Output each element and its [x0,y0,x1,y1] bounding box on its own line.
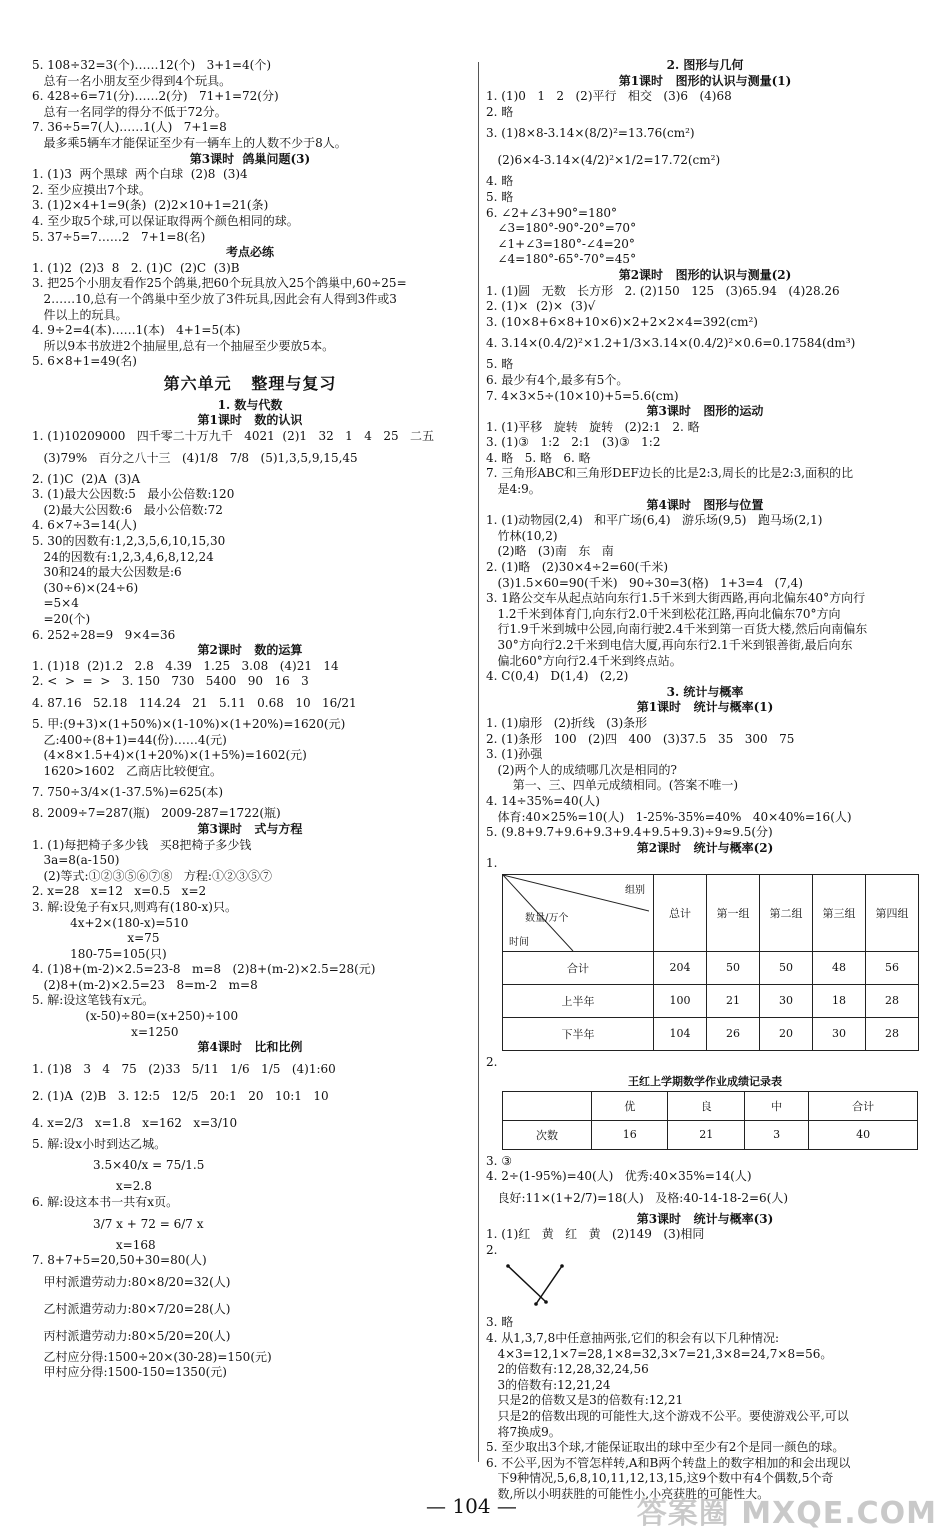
answer-line: 2. (1)× (2)× (3)√ [486,299,596,314]
answer-line: 5. 37÷5=7……2 7+1=8(名) [32,229,206,244]
section-heading: 考点必练 [225,245,274,260]
answer-line: 3/7 x + 72 = 6/7 x [32,1216,204,1231]
answer-line: 将7换成9。 [486,1424,561,1439]
answer-line: 6. 最少有4个,最多有5个。 [486,372,629,387]
right-top-block [486,58,924,856]
table-cell: 16 [592,1120,668,1149]
answer-line: 良好:11×(1+2/7)=18(人) 及格:40-14-18-2=6(人) [486,1190,789,1205]
page-number: — 104 — [426,1494,517,1518]
section-heading: 第1课时 统计与概率(1) [636,700,774,715]
answer-line: 1. (1)圆 无数 长方形 2. (2)150 125 (3)65.94 (4)28.26 [486,283,840,298]
col-header [503,1091,592,1120]
table-cell: 56 [866,951,919,984]
production-table [502,874,919,1051]
col-header: 第三组 [813,874,866,951]
answer-line: 7. 4×3×5÷(10×10)+5=5.6(cm) [486,388,679,403]
answer-line: (x-50)÷80=(x+250)÷100 [32,1009,239,1024]
answer-line: 是4:9。 [486,482,541,497]
right-tail-block [486,1315,924,1502]
right-column [486,58,924,1503]
section-heading: 第4课时 比和比例 [197,1040,303,1055]
section-heading: 第2课时 数的运算 [197,643,303,658]
answer-line: 1. (1)动物园(2,4) 和平广场(6,4) 游乐场(9,5) 跑马场(2,1) [486,513,823,528]
answer-line: 5. 解:设这笔钱有x元。 [32,993,155,1008]
answer-line: 30°方向行2.2千米到电信大厦,再向东行2.1千米到银善街,最后向东 [486,638,853,652]
col-header: 总计 [654,874,707,951]
answer-line: 1. (1)每把椅子多少钱 买8把椅子多少钱 [32,837,252,852]
answer-line: 1620>1602 乙商店比较便宜。 [32,763,223,778]
answer-line: 体育:40×25%=10(人) 1-25%-35%=40% 40×40%=16(人) [486,809,852,824]
table-cell: 20 [760,1017,813,1050]
answer-line: 总有一名同学的得分不低于72分。 [32,104,227,119]
answer-line: 2. (1)略 (2)30×4÷2=60(千米) [486,560,669,575]
answer-line: x=75 [32,931,160,946]
answer-line: 数,所以小明获胜的可能性小,小亮获胜的可能性大。 [486,1487,770,1501]
answer-line: 4. 略 [486,174,514,189]
answer-line: 偏北60°方向行2.4千米到终点站。 [486,653,682,668]
answer-line: 1. (1)扇形 (2)折线 (3)条形 [486,715,648,730]
answer-line: 4. x=2/3 x=1.8 x=162 x=3/10 [32,1115,238,1130]
section-heading: 第4课时 图形与位置 [646,497,764,512]
section-heading: 第1课时 数的认识 [197,413,303,428]
table-cell: 3 [744,1120,808,1149]
answer-line: 2. 至少应摸出7个球。 [32,182,151,197]
answer-line: 30和24的最大公因数是:6 [32,565,182,580]
answer-line: =20(个) [32,612,91,626]
answer-line: 3. (1)2×4+1=9(条) (2)2×10+1=21(条) [32,198,269,213]
answer-line: (2)略 (3)南 东 南 [486,544,614,559]
answer-line: ∠1+∠3=180°-∠4=20° [486,236,635,251]
answer-line: 2. < > = > 3. 150 730 5400 90 16 3 [32,674,309,689]
answer-line: 7. 750÷3/4×(1-37.5%)=625(本) [32,785,224,800]
left-column [32,58,468,1381]
answer-line: 24的因数有:1,2,3,4,6,8,12,24 [32,549,214,564]
table-row [503,951,919,984]
answer-line: 1. (1)10209000 四千零二十万九千 4021 (2)1 32 1 4 25 二五 [32,429,435,444]
table-cell: 28 [866,984,919,1017]
answer-line: 4. 至少取5个球,可以保证取得两个颜色相同的球。 [32,213,299,228]
answer-line: 2. 略 [486,104,514,119]
answer-line: 7. 三角形ABC和三角形DEF边长的比是2:3,周长的比是2:3,面积的比 [486,466,854,481]
answer-line: 乙村应分得:1500÷20×(30-28)=150(元) [32,1349,272,1364]
answer-line: ∠3=180°-90°-20°=70° [486,221,637,236]
answer-line: 下9种情况,5,6,8,10,11,12,13,15,这9个数中有4个偶数,5个奇 [486,1471,834,1486]
table-cell: 50 [760,951,813,984]
answer-line: 4. 略 5. 略 6. 略 [486,450,591,465]
answer-line: 只是2的倍数又是3的倍数有:12,21 [486,1393,684,1408]
answer-line: 3的倍数有:12,21,24 [486,1377,611,1392]
answer-line: 3. (1)③ 1:2 2:1 (3)③ 1:2 [486,435,661,450]
answer-line: 6. 不公平,因为不管怎样转,A和B两个转盘上的数字相加的和会出现以 [486,1455,851,1470]
answer-line: 甲村派遣劳动力:80×8/20=32(人) [32,1274,231,1289]
answer-line: 6. ∠2+∠3+90°=180° [486,205,617,220]
answer-line: 5. 108÷32=3(个)……12(个) 3+1=4(个) [32,58,271,72]
answer-line: 5. 30的因数有:1,2,3,5,6,10,15,30 [32,534,226,549]
col-header: 第一组 [707,874,760,951]
answer-line: 4. 87.16 52.18 114.24 21 5.11 0.68 10 16/21 [32,695,357,710]
answer-line: 7. 8+7+5=20,50+30=80(人) [32,1253,207,1268]
answer-line: =5×4 [32,596,79,611]
answer-line: 2. (1)A (2)B 3. 12:5 12/5 20:1 20 10:1 10 [32,1088,329,1103]
row-label: 上半年 [503,984,654,1017]
answer-line: 乙村派遣劳动力:80×7/20=28(人) [32,1301,231,1316]
answer-line: 1. (1)0 1 2 (2)平行 相交 (3)6 (4)68 [486,89,732,104]
answer-line: 所以9本书放进2个抽屉里,总有一个抽屉至少要放5本。 [32,338,335,353]
answer-line: 7. 36÷5=7(人)……1(人) 7+1=8 [32,120,227,135]
section-heading: 第1课时 图形的认识与测量(1) [618,73,792,88]
answer-line: 5. 略 [486,357,514,372]
answer-line: (30÷6)×(24÷6) [32,580,139,595]
section-heading: 第3课时 统计与概率(3) [636,1211,774,1226]
answer-line: 3a=8(a-150) [32,853,120,868]
row-label: 下半年 [503,1017,654,1050]
table-cell: 26 [707,1017,760,1050]
answer-line: 第一、三、四单元成绩相同。(答案不唯一) [486,778,739,793]
table-caption: 王红上学期数学作业成绩记录表 [628,1074,782,1088]
table-production [486,856,924,1051]
answer-line: 4. 从1,3,7,8中任意抽两张,它们的积会有以下几种情况: [486,1331,780,1346]
section-heading: 第六单元 整理与复习 [163,373,337,393]
table-cell: 48 [813,951,866,984]
table-cell: 30 [760,984,813,1017]
section-heading: 2. 图形与几何 [666,58,744,72]
column-divider [478,62,479,1462]
answer-line: 4. 6×7÷3=14(人) [32,518,137,533]
answer-line: 3. 把25个小朋友看作25个鸽巢,把60个玩具放入25个鸽巢中,60÷25= [32,276,407,291]
answer-line: 1.2千米到体育门,向东行2.0千米到松花江路,再向北偏东70°方向 [486,606,841,621]
table-row [503,1017,919,1050]
answer-line: 4. 9÷2=4(本)……1(本) 4+1=5(本) [32,323,241,338]
col-header: 合计 [809,1091,918,1120]
table-cell: 30 [813,1017,866,1050]
corner-mid-label: 数量/万个 [525,912,569,924]
answer-line: 1. (1)18 (2)1.2 2.8 4.39 1.25 3.08 (4)21 14 [32,658,339,673]
section-heading: 1. 数与代数 [217,397,283,412]
table-cell: 28 [866,1017,919,1050]
answer-line: 3. (1)8×8-3.14×(8/2)²=13.76(cm²) [486,126,695,141]
answer-line: 甲村应分得:1500-150=1350(元) [32,1365,227,1380]
table-cell: 21 [707,984,760,1017]
answer-line: 总有一名小朋友至少得到4个玩具。 [32,73,232,88]
answer-line: 2. (1)C (2)A (3)A [32,471,141,486]
answer-line: 8. 2009÷7=287(瓶) 2009-287=1722(瓶) [32,806,281,821]
watermark-logo: 答案圈 MXQE.COM [636,1496,937,1531]
answer-line: (4×8×1.5+4)×(1+20%)×(1+5%)=1602(元) [32,748,307,763]
answer-line: 5. 6×8+1=49(名) [32,354,137,369]
section-heading: 3. 统计与概率 [666,684,744,699]
table-cell: 100 [654,984,707,1017]
table-grades [486,1055,924,1150]
answer-line: 6. 428÷6=71(分)……2(分) 71+1=72(分) [32,89,279,104]
answer-line: 4. 3.14×(0.4/2)²×1.2+1/3×3.14×(0.4/2)²×0.6=0.17584(dm³) [486,336,856,351]
answer-line: 2. (1)条形 100 (2)四 400 (3)37.5 35 300 75 [486,731,795,746]
answer-line: x=2.8 [32,1179,152,1194]
answer-line: 3. (10×8+6×8+10×6)×2+2×2×4=392(cm²) [486,314,758,329]
answer-line: 3. (1)孙强 [486,747,543,762]
row-label: 次数 [503,1120,592,1149]
table-cell: 18 [813,984,866,1017]
col-header: 中 [744,1091,808,1120]
answer-line: 5. (9.8+9.7+9.6+9.3+9.4+9.5+9.3)÷9≈9.5(分) [486,825,773,840]
answer-line: ∠4=180°-65°-70°=45° [486,252,637,267]
section-heading: 第3课时 鸽巢问题(3) [189,151,311,166]
answer-line: (2)等式:①②③⑤⑥⑦⑧ 方程:①②③⑤⑦ [32,868,272,883]
answer-line: 5. 至少取出3个球,才能保证取出的球中至少有2个是同一颜色的球。 [486,1440,845,1455]
section-heading: 第3课时 图形的运动 [646,404,764,419]
answer-line: (3)79% 百分之八十三 (4)1/8 7/8 (5)1,3,5,9,15,45 [32,450,358,465]
question-number: 1. [486,856,498,871]
answer-line: 2的倍数有:12,28,32,24,56 [486,1362,649,1377]
col-header: 第四组 [866,874,919,951]
table-row [503,984,919,1017]
question-number: 2. [486,1054,498,1069]
table-cell: 21 [668,1120,744,1149]
answer-line: 件以上的玩具。 [32,307,128,322]
answer-line: 3. 略 [486,1315,514,1330]
corner-cell [503,874,654,951]
answer-line: 3. 解:设兔子有x只,则鸡有(180-x)只。 [32,899,237,914]
answer-line: 2. x=28 x=12 x=0.5 x=2 [32,884,207,899]
col-header: 第二组 [760,874,813,951]
table-cell: 204 [654,951,707,984]
answer-line: 2. [486,1242,498,1257]
section-heading: 第3课时 式与方程 [197,821,303,836]
answer-line: (2)8+(m-2)×2.5=23 8=m-2 m=8 [32,977,258,992]
answer-line: 4. 2÷(1-95%)=40(人) 优秀:40×35%=14(人) [486,1169,752,1184]
answer-line: 4. C(0,4) D(1,4) (2,2) [486,669,629,684]
answer-line: 6. 解:设这本书一共有x页。 [32,1195,179,1210]
corner-bottom-label: 时间 [509,936,529,948]
answer-line: 4×3=12,1×7=28,1×8=32,3×7=21,3×8=24,7×8=56。 [486,1346,833,1361]
answer-line: 最多乘5辆车才能保证至少有一辆车上的人数不少于8人。 [32,135,347,150]
corner-top-label: 组别 [625,884,645,896]
answer-line: 1. (1)平移 旋转 旋转 (2)2:1 2. 略 [486,419,700,434]
col-header: 优 [592,1091,668,1120]
answer-line: 乙:400÷(8+1)=44(份)……4(元) [32,732,227,747]
answer-line: 丙村派遣劳动力:80×5/20=20(人) [32,1328,231,1343]
answer-line: 1. (1)红 黄 红 黄 (2)149 (3)相同 [486,1227,705,1242]
col-header: 良 [668,1091,744,1120]
table-cell: 40 [809,1120,918,1149]
matching-lines-figure [502,1262,592,1308]
section-heading: 第2课时 图形的认识与测量(2) [618,267,792,282]
answer-line: 5. 略 [486,189,514,204]
answer-line: 6. 252÷28=9 9×4=36 [32,627,176,642]
table-cell: 50 [707,951,760,984]
answer-line: (2)最大公因数:6 最小公倍数:72 [32,502,223,517]
answer-line: 1. (1)3 两个黑球 两个白球 (2)8 (3)4 [32,167,248,182]
answer-line: (2)两个人的成绩哪几次是相同的? [486,762,677,777]
answer-line: 4. (1)8+(m-2)×2.5=23-8 m=8 (2)8+(m-2)×2.5=28(元) [32,962,376,977]
answer-line: 1. (1)2 (2)3 8 2. (1)C (2)C (3)B [32,260,240,275]
grades-table [502,1091,918,1150]
section-heading: 第2课时 统计与概率(2) [636,840,774,855]
table-cell: 104 [654,1017,707,1050]
answer-line: 只是2的倍数出现的可能性大,这个游戏不公平。要使游戏公平,可以 [486,1409,849,1424]
answer-line: x=1250 [32,1024,179,1039]
answer-line: 2……10,总有一个鸽巢中至少放了3件玩具,因此会有人得到3件或3 [32,291,397,306]
answer-line: x=168 [32,1237,156,1252]
row-label: 合计 [503,951,654,984]
answer-line: 4. 14÷35%=40(人) [486,793,600,808]
right-bottom-block [486,1154,924,1259]
answer-line: (3)1.5×60=90(千米) 90÷30=3(格) 1+3=4 (7,4) [486,575,803,590]
answer-line: 竹林(10,2) [486,528,558,543]
answer-line: 180-75=105(只) [32,946,167,961]
answer-line: 3. (1)最大公因数:5 最小公倍数:120 [32,487,235,502]
answer-line: 5. 解:设x小时到达乙城。 [32,1136,167,1151]
answer-line: 3. ③ [486,1153,513,1168]
table-row [503,1120,918,1149]
answer-line: (2)6×4-3.14×(4/2)²×1/2=17.72(cm²) [486,153,721,168]
answer-line: 行1.9千米到城中公园,向南行驶2.4千米到第一百货大楼,然后向南偏东 [486,622,868,637]
answer-line: 1. (1)8 3 4 75 (2)33 5/11 1/6 1/5 (4)1:60 [32,1061,336,1076]
answer-line: 3. 1路公交车从起点站向东行1.5千米到大街西路,再向北偏东40°方向行 [486,591,866,606]
answer-line: 4x+2×(180-x)=510 [32,915,189,930]
answer-line: 5. 甲:(9+3)×(1+50%)×(1-10%)×(1+20%)=1620(元) [32,716,346,731]
answer-line: 3.5×40/x = 75/1.5 [32,1158,205,1173]
